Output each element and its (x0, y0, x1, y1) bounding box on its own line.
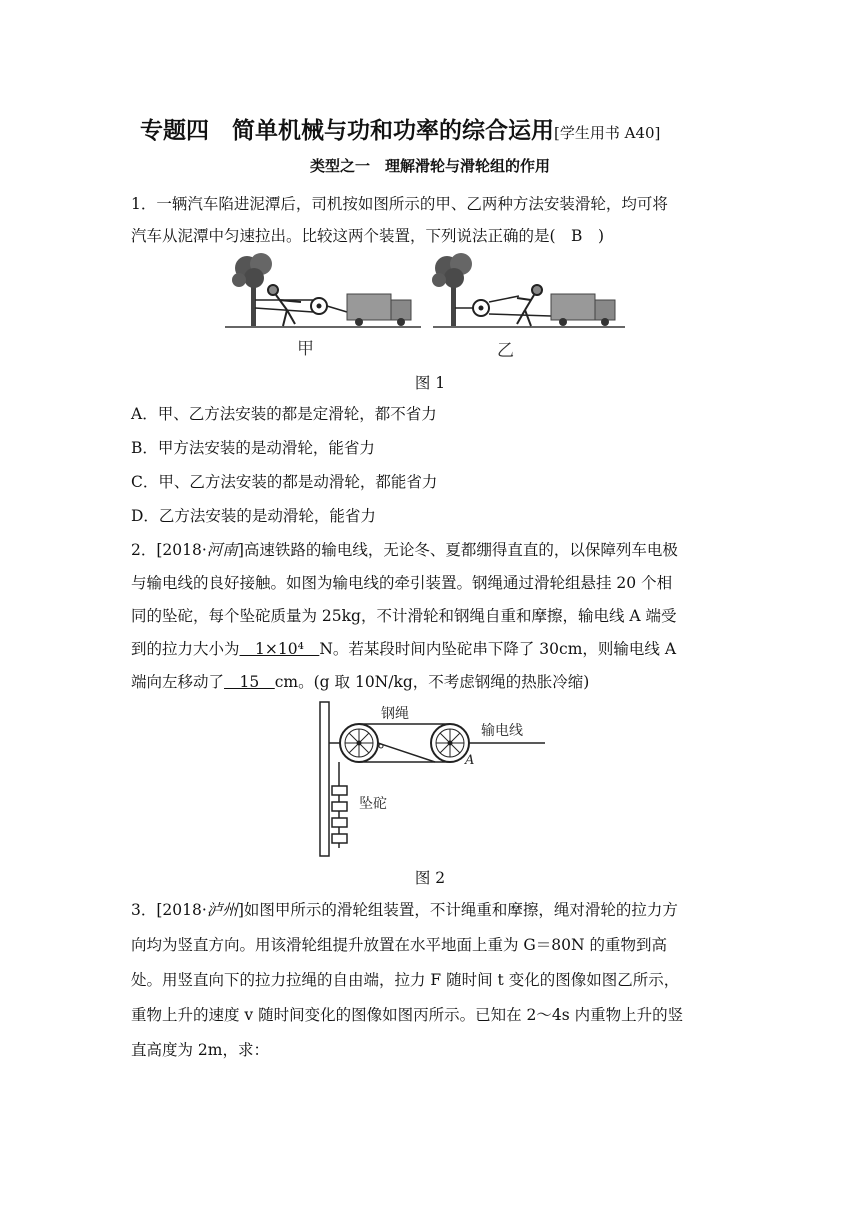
book-reference: [学生用书 A40] (554, 124, 661, 142)
q1-option-c: C．甲、乙方法安装的都是动滑轮，都能省力 (131, 473, 438, 491)
tree-icon (232, 253, 272, 326)
q2-source: 河南 (206, 541, 238, 559)
q3-number: 3．[2018· (131, 901, 207, 919)
q3-line-1 (131, 900, 731, 920)
page-title (140, 112, 660, 145)
q3-line-5: 直高度为 2m，求： (131, 1041, 269, 1059)
pulley-icon (455, 296, 551, 316)
label-counterweight: 坠砣 (359, 796, 387, 812)
figure-1-label-yi: 乙 (497, 341, 514, 361)
q2-text: 到的拉力大小为 (131, 640, 240, 658)
q1-option-a: A．甲、乙方法安装的都是定滑轮，都不省力 (131, 405, 437, 423)
figure-2-caption: 图 2 (414, 869, 446, 887)
q3-line-2: 向均为竖直方向。用该滑轮组提升放置在水平地面上重为 G＝80N 的重物到高 (131, 936, 668, 954)
truck-icon (347, 294, 411, 326)
q3-text: ]如图甲所示的滑轮组装置，不计绳重和摩擦，绳对滑轮的拉力方 (237, 901, 678, 919)
scene-jia (225, 253, 421, 327)
q2-line-5 (131, 672, 731, 692)
type-heading: 类型之一 理解滑轮与滑轮组的作用 (309, 157, 550, 175)
person-icon (268, 285, 301, 326)
fixed-pulley-icon (340, 724, 378, 762)
figure-1-illustration (225, 250, 625, 362)
title-text: 专题四 简单机械与功和功率的综合运用 (140, 118, 554, 144)
q2-line-1 (131, 540, 731, 560)
figure-2-diagram (315, 700, 550, 860)
q1-option-b: B．甲方法安装的是动滑轮，能省力 (131, 439, 375, 457)
q2-number: 2．[2018· (131, 541, 207, 559)
q1-option-d: D．乙方法安装的是动滑轮，能省力 (131, 507, 376, 525)
label-steel-rope: 钢绳 (381, 706, 409, 722)
person-icon (517, 285, 542, 326)
q2-line-2: 与输电线的良好接触。如图为输电线的牵引装置。钢绳通过滑轮组悬挂 20 个相 (131, 574, 673, 592)
q3-source: 泸州 (206, 901, 238, 919)
q1-line-2: 汽车从泥潭中匀速拉出。比较这两个装置，下列说法正确的是( B ) (131, 227, 604, 245)
movable-pulley-icon (431, 724, 469, 762)
q2-text: 端向左移动了 (131, 673, 225, 691)
q3-line-4: 重物上升的速度 v 随时间变化的图像如图丙所示。已知在 2～4s 内重物上升的竖 (131, 1006, 684, 1024)
q2-answer-blank-2: 15 (224, 673, 275, 691)
q2-text: N。若某段时间内坠砣串下降了 30cm，则输电线 A (319, 640, 677, 658)
q2-line-3: 同的坠砣，每个坠砣质量为 25kg，不计滑轮和钢绳自重和摩擦，输电线 A 端受 (131, 607, 677, 625)
q2-text: ]高速铁路的输电线，无论冬、夏都绷得直直的，以保障列车电极 (237, 541, 678, 559)
q2-text: cm。(g 取 10N/kg，不考虑钢绳的热胀冷缩) (274, 673, 590, 691)
q2-line-4 (131, 639, 731, 659)
q2-answer-blank-1: 1×10⁴ (239, 640, 320, 658)
tree-icon (432, 253, 472, 326)
truck-icon (551, 294, 615, 326)
label-point-a: A (465, 753, 475, 768)
figure-1-caption: 图 1 (414, 374, 446, 392)
figure-1-label-jia: 甲 (297, 339, 314, 359)
label-power-line: 输电线 (481, 723, 523, 739)
wall-pole (320, 702, 329, 856)
scene-yi (432, 253, 625, 327)
pulley-icon (255, 298, 347, 314)
q1-line-1: 1．一辆汽车陷进泥潭后，司机按如图所示的甲、乙两种方法安装滑轮，均可将 (131, 195, 668, 213)
q3-line-3: 处。用竖直向下的拉力拉绳的自由端，拉力 F 随时间 t 变化的图像如图乙所示， (131, 971, 680, 989)
